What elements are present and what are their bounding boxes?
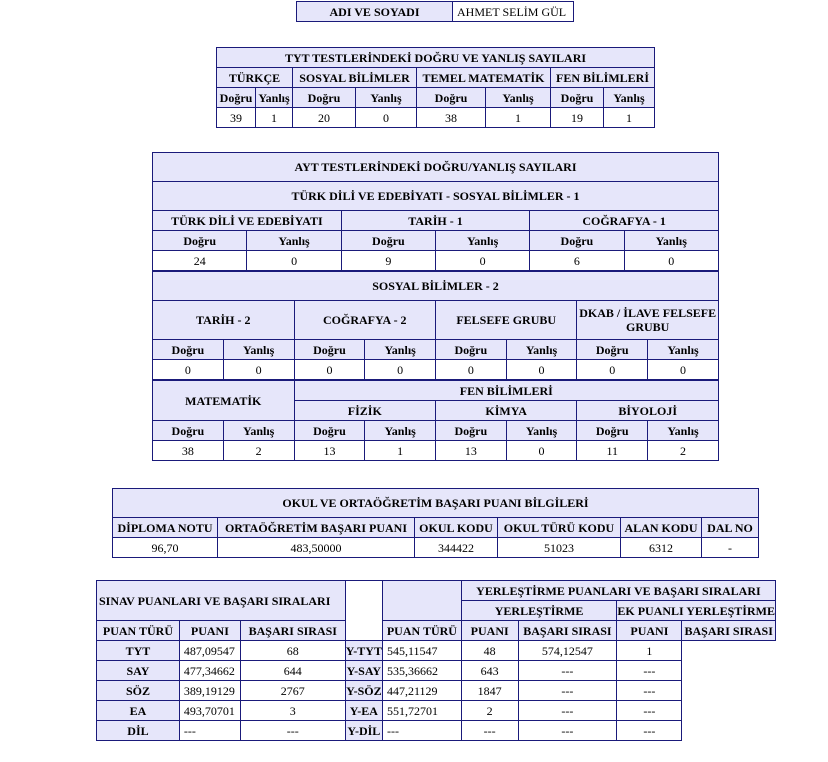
yanlis-header: Yanlış: [604, 88, 655, 108]
dogru-header: Doğru: [217, 88, 256, 108]
dogru-header: Doğru: [577, 421, 648, 441]
ayt-section2-title: SOSYAL BİLİMLER - 2: [153, 271, 719, 301]
tyt-subject-sosyal: SOSYAL BİLİMLER: [293, 68, 417, 88]
yanlis-header: Yanlış: [648, 421, 719, 441]
ayt-edebiyat-dogru: 24: [153, 251, 247, 272]
dogru-header: Doğru: [293, 88, 356, 108]
ayt-title: AYT TESTLERİNDEKİ DOĞRU/YANLIŞ SAYILARI: [153, 153, 719, 182]
tyt-fen-dogru: 19: [551, 108, 604, 128]
yanlis-header: Yanlış: [506, 421, 577, 441]
obp-okul-turu-value: 51023: [498, 538, 621, 558]
obp-table: [112, 488, 759, 558]
table-row: [97, 641, 776, 661]
yerlestirme-puani: 535,36662: [382, 661, 461, 681]
ayt-kimya-dogru: 13: [436, 441, 507, 461]
ayt-cografya2-dogru: 0: [294, 360, 365, 381]
yanlis-header: Yanlış: [223, 421, 294, 441]
dogru-header: Doğru: [341, 231, 435, 251]
yerlestirme-basari-sirasi: 1847: [461, 681, 518, 701]
obp-diploma-value: 96,70: [113, 538, 218, 558]
obp-header-okul-turu: OKUL TÜRÜ KODU: [498, 518, 621, 538]
obp-okul-kodu-value: 344422: [415, 538, 498, 558]
ayt-subject-fizik: FİZİK: [294, 401, 435, 421]
dogru-header: Doğru: [436, 421, 507, 441]
ek-basari-sirasi: ---: [617, 661, 682, 681]
ayt-tarih1-dogru: 9: [341, 251, 435, 272]
sinav-header-tur: PUAN TÜRÜ: [97, 621, 180, 641]
yerlestirme-basari-sirasi: 643: [461, 661, 518, 681]
ek-basari-sirasi: 1: [617, 641, 682, 661]
ayt-fizik-dogru: 13: [294, 441, 365, 461]
ayt-subject-tarih2: TARİH - 2: [153, 301, 295, 340]
tyt-turkce-dogru: 39: [217, 108, 256, 128]
sinav-puan-turu: EA: [97, 701, 180, 721]
sinav-puani: ---: [179, 721, 240, 741]
ayt-fizik-yanlis: 1: [365, 441, 436, 461]
yerlestirme-puan-turu: Y-DİL: [345, 721, 382, 741]
dogru-header: Doğru: [153, 421, 224, 441]
sinav-puan-turu: DİL: [97, 721, 180, 741]
yerlestirme-basari-sirasi: 48: [461, 641, 518, 661]
dogru-header: Doğru: [530, 231, 624, 251]
dogru-header: Doğru: [551, 88, 604, 108]
tyt-subject-matematik: TEMEL MATEMATİK: [417, 68, 551, 88]
table-row: [97, 701, 776, 721]
ayt-biyoloji-dogru: 11: [577, 441, 648, 461]
ek-puani: ---: [518, 721, 617, 741]
ayt-subject-fen: FEN BİLİMLERİ: [294, 380, 718, 401]
obp-header-diploma: DİPLOMA NOTU: [113, 518, 218, 538]
yanlis-header: Yanlış: [365, 421, 436, 441]
ayt-biyoloji-yanlis: 2: [648, 441, 719, 461]
obp-alan-kodu-value: 6312: [621, 538, 702, 558]
ayt-edebiyat-yanlis: 0: [247, 251, 341, 272]
yerlestirme-puan-turu: Y-TYT: [345, 641, 382, 661]
sinav-puani: 493,70701: [179, 701, 240, 721]
dogru-header: Doğru: [294, 421, 365, 441]
name-label: ADI VE SOYADI: [297, 2, 453, 22]
dogru-header: Doğru: [436, 340, 507, 360]
sinav-basari-sirasi: 644: [240, 661, 345, 681]
sinav-title: SINAV PUANLARI VE BAŞARI SIRALARI: [97, 581, 346, 621]
ayt-tarih2-dogru: 0: [153, 360, 224, 381]
sinav-header-puan: PUANI: [179, 621, 240, 641]
yanlis-header: Yanlış: [506, 340, 577, 360]
ayt-cografya1-dogru: 6: [530, 251, 624, 272]
ek-puani: ---: [518, 681, 617, 701]
yanlis-header: Yanlış: [256, 88, 293, 108]
obp-header-okul-kodu: OKUL KODU: [415, 518, 498, 538]
table-row: [97, 721, 776, 741]
obp-header-alan-kodu: ALAN KODU: [621, 518, 702, 538]
sinav-basari-sirasi: 3: [240, 701, 345, 721]
ayt-subject-cografya1: COĞRAFYA - 1: [530, 211, 719, 231]
dogru-header: Doğru: [577, 340, 648, 360]
ek-basari-sirasi: ---: [617, 721, 682, 741]
yerlestirme-sub1: YERLEŞTİRME: [461, 601, 617, 621]
ayt-matematik-dogru: 38: [153, 441, 224, 461]
sinav-puani: 477,34662: [179, 661, 240, 681]
yerlestirme-basari-sirasi: ---: [461, 721, 518, 741]
yerlestirme-header-tur: PUAN TÜRÜ: [382, 621, 461, 641]
yerlestirme-header-puan: PUANI: [461, 621, 518, 641]
yerlestirme-puan-turu: Y-SÖZ: [345, 681, 382, 701]
ayt-cografya1-yanlis: 0: [624, 251, 719, 272]
tyt-matematik-yanlis: 1: [486, 108, 551, 128]
yerlestirme-empty-corner: [382, 581, 461, 621]
ayt-subject-kimya: KİMYA: [436, 401, 577, 421]
ayt-felsefe-dogru: 0: [436, 360, 507, 381]
tyt-title: TYT TESTLERİNDEKİ DOĞRU VE YANLIŞ SAYILARI: [217, 48, 655, 68]
sinav-puan-turu: SÖZ: [97, 681, 180, 701]
ayt-dkab-yanlis: 0: [648, 360, 719, 381]
student-name-table: [296, 1, 574, 22]
ayt-subject-edebiyat: TÜRK DİLİ VE EDEBİYATI: [153, 211, 342, 231]
yerlestirme-puani: ---: [382, 721, 461, 741]
ayt-section1-title: TÜRK DİLİ VE EDEBİYATI - SOSYAL BİLİMLER - 1: [153, 182, 719, 211]
ek-header-sira: BAŞARI SIRASI: [682, 621, 776, 641]
yanlis-header: Yanlış: [624, 231, 719, 251]
yanlis-header: Yanlış: [223, 340, 294, 360]
yerlestirme-puani: 447,21129: [382, 681, 461, 701]
ayt-subject-matematik: MATEMATİK: [153, 380, 295, 421]
yerlestirme-title: YERLEŞTİRME PUANLARI VE BAŞARI SIRALARI: [461, 581, 775, 601]
dogru-header: Doğru: [294, 340, 365, 360]
yerlestirme-basari-sirasi: 2: [461, 701, 518, 721]
sinav-puani: 487,09547: [179, 641, 240, 661]
yanlis-header: Yanlış: [648, 340, 719, 360]
ayt-subject-cografya2: COĞRAFYA - 2: [294, 301, 435, 340]
dogru-header: Doğru: [417, 88, 486, 108]
ek-puani: ---: [518, 661, 617, 681]
sinav-basari-sirasi: 2767: [240, 681, 345, 701]
tyt-fen-yanlis: 1: [604, 108, 655, 128]
ek-basari-sirasi: ---: [617, 701, 682, 721]
ayt-dkab-dogru: 0: [577, 360, 648, 381]
obp-title: OKUL VE ORTAÖĞRETİM BAŞARI PUANI BİLGİLERİ: [113, 489, 759, 518]
ek-puani: ---: [518, 701, 617, 721]
sinav-basari-sirasi: ---: [240, 721, 345, 741]
ayt-subject-biyoloji: BİYOLOJİ: [577, 401, 719, 421]
yerlestirme-puani: 545,11547: [382, 641, 461, 661]
sinav-header-sira: BAŞARI SIRASI: [240, 621, 345, 641]
ayt-kimya-yanlis: 0: [506, 441, 577, 461]
obp-header-obp: ORTAÖĞRETİM BAŞARI PUANI: [218, 518, 415, 538]
obp-header-dal-no: DAL NO: [702, 518, 759, 538]
ayt-tarih1-yanlis: 0: [436, 251, 530, 272]
yerlestirme-sub2: EK PUANLI YERLEŞTİRME: [617, 601, 776, 621]
ek-basari-sirasi: ---: [617, 681, 682, 701]
yerlestirme-header-sira: BAŞARI SIRASI: [518, 621, 617, 641]
yerlestirme-puani: 551,72701: [382, 701, 461, 721]
yerlestirme-puan-turu: Y-EA: [345, 701, 382, 721]
tyt-turkce-yanlis: 1: [256, 108, 293, 128]
sinav-puani: 389,19129: [179, 681, 240, 701]
name-value: AHMET SELİM GÜL: [453, 2, 574, 22]
ayt-subject-dkab: DKAB / İLAVE FELSEFE GRUBU: [577, 301, 719, 340]
yerlestirme-puan-turu: Y-SAY: [345, 661, 382, 681]
obp-dal-no-value: -: [702, 538, 759, 558]
ayt-cografya2-yanlis: 0: [365, 360, 436, 381]
table-row: [97, 661, 776, 681]
ayt-subject-felsefe: FELSEFE GRUBU: [436, 301, 577, 340]
yanlis-header: Yanlış: [247, 231, 341, 251]
ayt-tarih2-yanlis: 0: [223, 360, 294, 381]
table-row: [97, 681, 776, 701]
yanlis-header: Yanlış: [356, 88, 417, 108]
ayt-felsefe-yanlis: 0: [506, 360, 577, 381]
yanlis-header: Yanlış: [486, 88, 551, 108]
sinav-puan-turu: TYT: [97, 641, 180, 661]
tyt-sosyal-dogru: 20: [293, 108, 356, 128]
ek-header-puan: PUANI: [617, 621, 682, 641]
ayt-matematik-yanlis: 2: [223, 441, 294, 461]
tyt-matematik-dogru: 38: [417, 108, 486, 128]
tyt-subject-turkce: TÜRKÇE: [217, 68, 293, 88]
ayt-results-table: [152, 152, 719, 461]
tyt-sosyal-yanlis: 0: [356, 108, 417, 128]
tyt-subject-fen: FEN BİLİMLERİ: [551, 68, 655, 88]
table-gap: [345, 581, 382, 641]
ek-puani: 574,12547: [518, 641, 617, 661]
yanlis-header: Yanlış: [365, 340, 436, 360]
ayt-subject-tarih1: TARİH - 1: [341, 211, 530, 231]
dogru-header: Doğru: [153, 231, 247, 251]
sinav-puan-turu: SAY: [97, 661, 180, 681]
sinav-basari-sirasi: 68: [240, 641, 345, 661]
obp-obp-value: 483,50000: [218, 538, 415, 558]
tyt-results-table: [216, 47, 655, 128]
dogru-header: Doğru: [153, 340, 224, 360]
scores-table: [96, 580, 776, 741]
yanlis-header: Yanlış: [436, 231, 530, 251]
